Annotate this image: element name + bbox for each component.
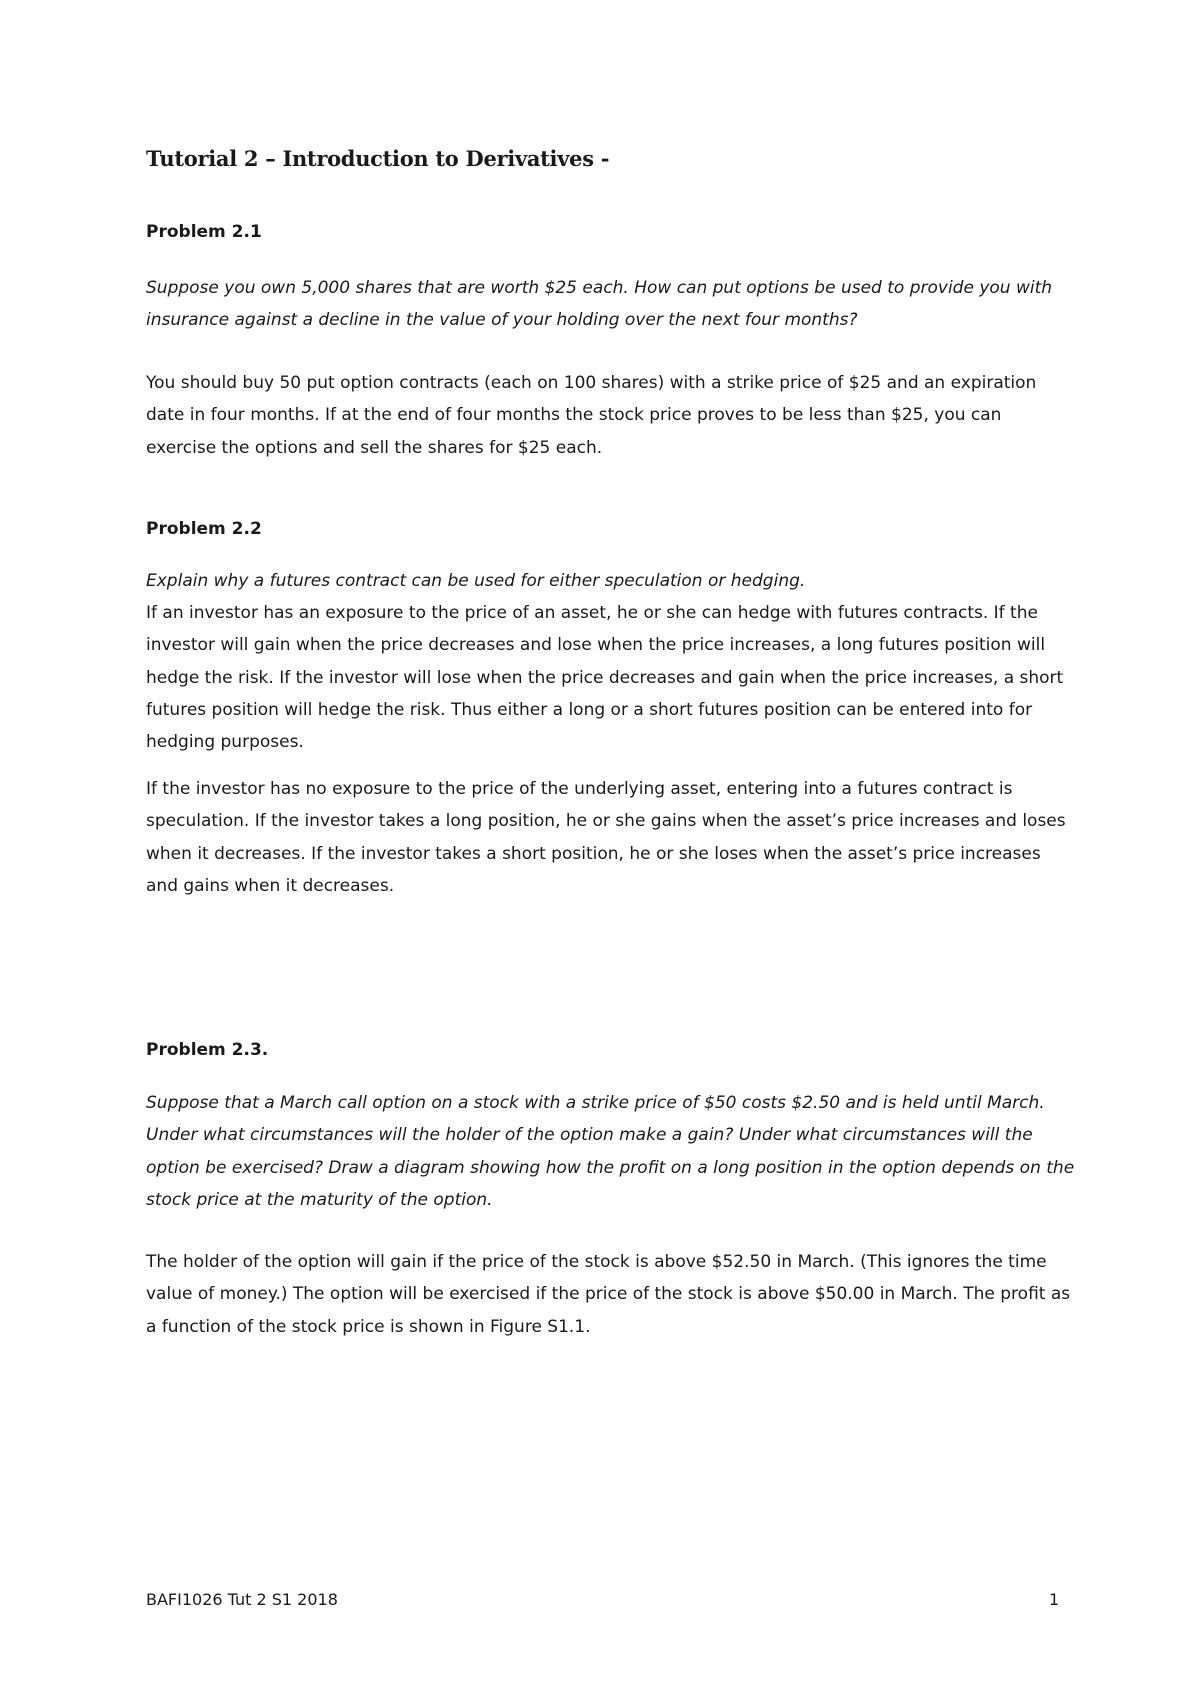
problem-2-2-answer-2: If the investor has no exposure to the price of the underlying asset, entering into a futures contract is speculation. If the investor takes a long position, he or she gains when the asset’s price increases and loses when it decreases. If the investor takes a short position, he or she loses when the asset’s price increases and gains when it decreases. (146, 779, 1066, 896)
problem-2-2-answer-1: If an investor has an exposure to the price of an asset, he or she can hedge with futures contracts. If the investor will gain when the price decreases and lose when the price increases, a long futures position will hedge the risk. If the investor will lose when the price decreases and gain when the price increases, a short futures position will hedge the risk. Thus either a long or a short futures position can be entered into for hedging purposes. (146, 603, 1064, 753)
problem-2-3-question: Suppose that a March call option on a stock with a strike price of $50 costs $2.50 and is held until March. Under what circumstances will the holder of the option make a gain? Under what circumstances will the option be exercised? Draw a diagram showing how the profit on a long position in the option depends on the stock price at the maturity of the option. (146, 1093, 1075, 1210)
problem-2-3-heading: Problem 2.3. (146, 1040, 269, 1060)
problem-2-1-question: Suppose you own 5,000 shares that are worth $25 each. How can put options be used to provide you with insurance against a decline in the value of your holding over the next four months? (146, 278, 1053, 331)
footer-course-code: BAFI1026 Tut 2 S1 2018 (146, 1590, 338, 1609)
problem-2-1-heading: Problem 2.1 (146, 222, 262, 242)
problem-2-2-heading: Problem 2.2 (146, 519, 262, 539)
problem-2-2-question: Explain why a futures contract can be used for either speculation or hedging. (146, 571, 806, 591)
footer-page-number: 1 (1049, 1590, 1060, 1609)
document-title: Tutorial 2 – Introduction to Derivatives - (146, 146, 610, 171)
problem-2-1-answer: You should buy 50 put option contracts (each on 100 shares) with a strike price of $25 and an expiration date in four months. If at the end of four months the stock price proves to be less than $25, you can exercise the options and sell the shares for $25 each. (146, 373, 1037, 458)
problem-2-3-answer: The holder of the option will gain if the price of the stock is above $52.50 in March. (This ignores the time value of money.) The option will be exercised if the price of the stock is above $50.00 in March. The profit as a function of the stock price is shown in Figure S1.1. (146, 1252, 1071, 1337)
